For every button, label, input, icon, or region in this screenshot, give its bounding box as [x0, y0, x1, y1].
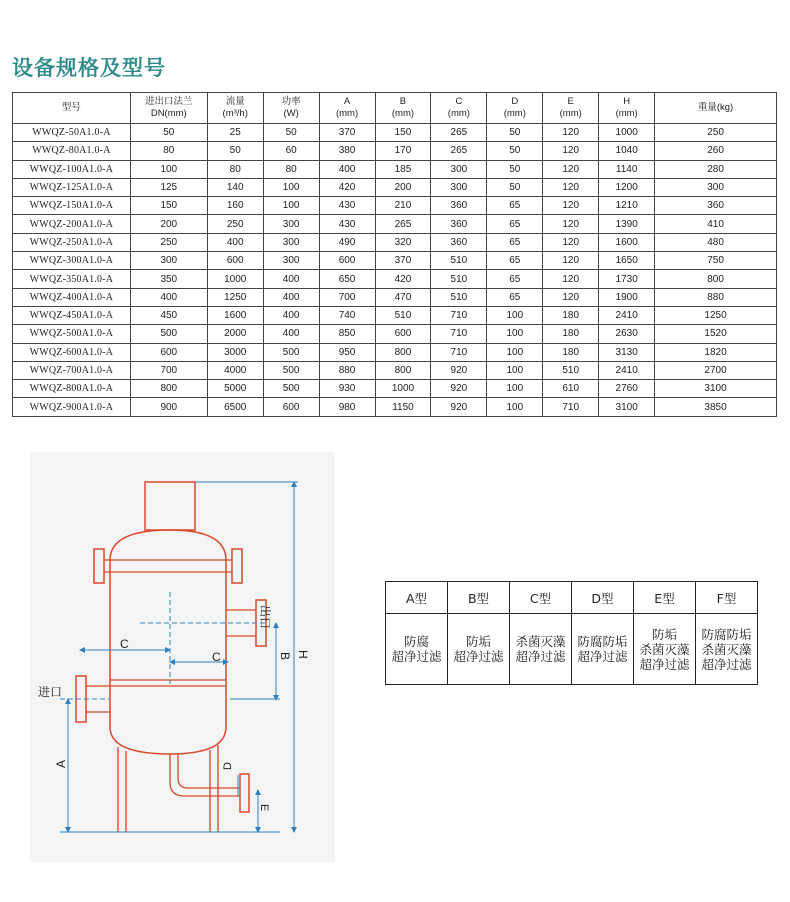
spec-cell: 180: [543, 343, 599, 361]
spec-cell: 920: [431, 380, 487, 398]
type-table: [385, 581, 758, 685]
spec-cell: 1600: [207, 306, 263, 324]
spec-cell: 65: [487, 233, 543, 251]
spec-cell: 2630: [599, 325, 655, 343]
spec-cell: 300: [263, 252, 319, 270]
spec-cell: 500: [263, 361, 319, 379]
spec-cell: 600: [319, 252, 375, 270]
spec-cell: 180: [543, 306, 599, 324]
spec-row: [13, 197, 777, 215]
page-title: 设备规格及型号: [12, 56, 166, 80]
spec-cell: 610: [543, 380, 599, 398]
spec-cell: 510: [431, 270, 487, 288]
spec-cell: 300: [263, 215, 319, 233]
spec-cell: 50: [487, 142, 543, 160]
spec-header-line: 进出口法兰: [145, 96, 193, 107]
spec-cell: 430: [319, 215, 375, 233]
spec-cell: 1040: [599, 142, 655, 160]
spec-header-line: E: [567, 96, 574, 107]
spec-cell: 400: [263, 325, 319, 343]
type-feature-line: 防腐防垢: [701, 626, 752, 642]
spec-cell: 120: [543, 233, 599, 251]
spec-cell: 300: [130, 252, 207, 270]
type-feature-line: 超净过滤: [515, 649, 566, 664]
spec-cell: 125: [130, 178, 207, 196]
spec-cell: 1250: [655, 306, 777, 324]
spec-cell: 1900: [599, 288, 655, 306]
spec-cell: 5000: [207, 380, 263, 398]
model-cell: WWQZ-300A1.0-A: [13, 252, 131, 270]
spec-cell: 800: [375, 343, 431, 361]
spec-cell: 200: [375, 178, 431, 196]
spec-cell: 1650: [599, 252, 655, 270]
spec-cell: 360: [431, 197, 487, 215]
spec-cell: 400: [263, 288, 319, 306]
spec-cell: 300: [655, 178, 777, 196]
spec-header-line: (mm): [335, 108, 359, 119]
spec-cell: 80: [130, 142, 207, 160]
spec-row: [13, 215, 777, 233]
spec-cell: 185: [375, 160, 431, 178]
spec-cell: 65: [487, 197, 543, 215]
type-feature-cell: [386, 614, 448, 685]
spec-row: [13, 325, 777, 343]
spec-header-line: (mm): [615, 108, 638, 119]
spec-cell: 510: [431, 288, 487, 306]
spec-table: [12, 92, 777, 417]
spec-cell: 1820: [655, 343, 777, 361]
spec-cell: 1730: [599, 270, 655, 288]
spec-cell: 120: [543, 160, 599, 178]
spec-cell: 280: [655, 160, 777, 178]
type-feature-line: 防垢: [651, 626, 677, 642]
spec-cell: 320: [375, 233, 431, 251]
spec-cell: 400: [130, 288, 207, 306]
spec-cell: 50: [263, 124, 319, 142]
spec-row: [13, 160, 777, 178]
spec-cell: 65: [487, 270, 543, 288]
spec-cell: 120: [543, 178, 599, 196]
spec-cell: 300: [431, 178, 487, 196]
spec-header-line: (mm): [559, 108, 582, 119]
spec-header-line: 型号: [61, 102, 81, 113]
model-cell: WWQZ-450A1.0-A: [13, 306, 131, 324]
model-cell: WWQZ-125A1.0-A: [13, 178, 131, 196]
spec-cell: 100: [487, 380, 543, 398]
spec-cell: 2410: [599, 306, 655, 324]
spec-cell: 510: [431, 252, 487, 270]
vessel-diagram: [30, 452, 335, 862]
model-cell: WWQZ-400A1.0-A: [13, 288, 131, 306]
type-header-cell: B型: [448, 582, 510, 614]
type-header-cell: E型: [634, 582, 696, 614]
spec-row: [13, 398, 777, 416]
spec-cell: 1210: [599, 197, 655, 215]
spec-cell: 880: [655, 288, 777, 306]
spec-cell: 100: [263, 178, 319, 196]
spec-cell: 300: [431, 160, 487, 178]
spec-cell: 3130: [599, 343, 655, 361]
spec-cell: 800: [130, 380, 207, 398]
spec-header-line: C: [455, 96, 463, 107]
spec-cell: 410: [655, 215, 777, 233]
spec-cell: 700: [130, 361, 207, 379]
spec-cell: 50: [487, 178, 543, 196]
spec-cell: 3850: [655, 398, 777, 416]
type-feature-cell: [448, 614, 510, 685]
spec-cell: 1000: [207, 270, 263, 288]
spec-cell: 420: [319, 178, 375, 196]
spec-cell: 500: [130, 325, 207, 343]
model-cell: WWQZ-800A1.0-A: [13, 380, 131, 398]
spec-cell: 120: [543, 197, 599, 215]
model-cell: WWQZ-80A1.0-A: [13, 142, 131, 160]
model-cell: WWQZ-700A1.0-A: [13, 361, 131, 379]
spec-cell: 710: [431, 325, 487, 343]
spec-cell: 1520: [655, 325, 777, 343]
spec-cell: 1140: [599, 160, 655, 178]
dim-h-label: H: [296, 650, 310, 659]
spec-cell: 650: [319, 270, 375, 288]
spec-header-line: (W): [283, 108, 299, 119]
spec-header-cell: [543, 93, 599, 124]
spec-cell: 265: [375, 215, 431, 233]
spec-header-cell: [13, 93, 131, 124]
spec-cell: 120: [543, 288, 599, 306]
spec-cell: 50: [487, 124, 543, 142]
spec-cell: 1390: [599, 215, 655, 233]
spec-cell: 250: [207, 215, 263, 233]
model-cell: WWQZ-600A1.0-A: [13, 343, 131, 361]
spec-cell: 60: [263, 142, 319, 160]
spec-cell: 1600: [599, 233, 655, 251]
spec-header-row: [13, 93, 777, 124]
spec-header-line: (mm): [391, 108, 415, 119]
spec-header-cell: [599, 93, 655, 124]
type-feature-line: 超净过滤: [453, 649, 504, 664]
spec-cell: 4000: [207, 361, 263, 379]
drain-flange: [240, 774, 249, 812]
spec-cell: 450: [130, 306, 207, 324]
spec-cell: 100: [263, 197, 319, 215]
spec-header-cell: [487, 93, 543, 124]
type-feature-line: 杀菌灭藻: [701, 641, 752, 657]
spec-row: [13, 142, 777, 160]
spec-cell: 180: [543, 325, 599, 343]
type-header-cell: F型: [696, 582, 758, 614]
spec-row: [13, 343, 777, 361]
spec-cell: 50: [207, 142, 263, 160]
spec-cell: 250: [655, 124, 777, 142]
spec-cell: 300: [263, 233, 319, 251]
spec-cell: 100: [487, 325, 543, 343]
model-cell: WWQZ-500A1.0-A: [13, 325, 131, 343]
vessel-drawing: [30, 452, 335, 862]
spec-cell: 260: [655, 142, 777, 160]
spec-cell: 740: [319, 306, 375, 324]
spec-cell: 200: [130, 215, 207, 233]
spec-cell: 120: [543, 142, 599, 160]
spec-cell: 360: [431, 233, 487, 251]
spec-header-line: B: [399, 96, 407, 107]
spec-cell: 700: [319, 288, 375, 306]
spec-cell: 2410: [599, 361, 655, 379]
spec-row: [13, 380, 777, 398]
spec-cell: 65: [487, 288, 543, 306]
spec-cell: 710: [543, 398, 599, 416]
spec-cell: 600: [207, 252, 263, 270]
spec-cell: 100: [487, 306, 543, 324]
spec-cell: 1200: [599, 178, 655, 196]
spec-cell: 360: [655, 197, 777, 215]
spec-header-line: (m³/h): [222, 108, 248, 119]
spec-cell: 265: [431, 142, 487, 160]
spec-cell: 3000: [207, 343, 263, 361]
spec-cell: 370: [375, 252, 431, 270]
spec-cell: 170: [375, 142, 431, 160]
dim-c-left-label: C: [120, 637, 129, 651]
spec-cell: 2000: [207, 325, 263, 343]
model-cell: WWQZ-200A1.0-A: [13, 215, 131, 233]
spec-cell: 350: [130, 270, 207, 288]
spec-cell: 430: [319, 197, 375, 215]
spec-row: [13, 288, 777, 306]
spec-cell: 360: [431, 215, 487, 233]
spec-cell: 710: [431, 343, 487, 361]
spec-cell: 140: [207, 178, 263, 196]
spec-cell: 510: [543, 361, 599, 379]
type-feature-line: 杀菌灭藻: [639, 641, 690, 657]
type-header-cell: D型: [572, 582, 634, 614]
type-feature-line: 超净过滤: [701, 656, 752, 672]
outlet-label: 出口: [258, 605, 272, 630]
model-cell: WWQZ-50A1.0-A: [13, 124, 131, 142]
model-cell: WWQZ-250A1.0-A: [13, 233, 131, 251]
spec-cell: 100: [487, 343, 543, 361]
spec-header-cell: [263, 93, 319, 124]
spec-cell: 800: [655, 270, 777, 288]
spec-cell: 120: [543, 270, 599, 288]
spec-cell: 1000: [375, 380, 431, 398]
dim-d-label: D: [222, 762, 234, 770]
spec-cell: 750: [655, 252, 777, 270]
model-cell: WWQZ-100A1.0-A: [13, 160, 131, 178]
spec-cell: 65: [487, 252, 543, 270]
type-feature-line: 防垢: [465, 634, 491, 649]
spec-cell: 120: [543, 215, 599, 233]
spec-cell: 120: [543, 252, 599, 270]
spec-header-line: (mm): [503, 108, 526, 119]
spec-cell: 50: [130, 124, 207, 142]
spec-header-line: 重量(kg): [697, 102, 734, 113]
spec-cell: 420: [375, 270, 431, 288]
spec-cell: 400: [263, 306, 319, 324]
spec-cell: 380: [319, 142, 375, 160]
spec-cell: 600: [263, 398, 319, 416]
spec-header-line: 功率: [281, 96, 301, 107]
spec-header-line: A: [343, 96, 351, 107]
spec-cell: 80: [263, 160, 319, 178]
spec-cell: 100: [487, 361, 543, 379]
spec-cell: 2700: [655, 361, 777, 379]
spec-cell: 920: [431, 361, 487, 379]
inlet-label: 进口: [38, 685, 63, 699]
type-feature-line: 超净过滤: [391, 649, 442, 664]
spec-cell: 480: [655, 233, 777, 251]
dim-c-right-label: C: [212, 650, 221, 664]
spec-row: [13, 306, 777, 324]
right-flange: [232, 549, 242, 583]
spec-cell: 500: [263, 380, 319, 398]
spec-header-cell: [431, 93, 487, 124]
dim-b-label: B: [278, 652, 292, 661]
model-cell: WWQZ-350A1.0-A: [13, 270, 131, 288]
type-feature-line: 超净过滤: [639, 656, 690, 672]
type-feature-line: 防腐防垢: [577, 634, 628, 649]
spec-cell: 600: [130, 343, 207, 361]
model-cell: WWQZ-150A1.0-A: [13, 197, 131, 215]
spec-row: [13, 270, 777, 288]
type-feature-line: 防腐: [403, 634, 429, 649]
spec-cell: 500: [263, 343, 319, 361]
spec-header-cell: [319, 93, 375, 124]
type-header-row: [386, 582, 758, 614]
spec-cell: 150: [375, 124, 431, 142]
spec-header-line: D: [511, 96, 519, 107]
spec-header-line: H: [623, 96, 631, 107]
type-header-cell: C型: [510, 582, 572, 614]
spec-cell: 400: [207, 233, 263, 251]
spec-cell: 370: [319, 124, 375, 142]
spec-cell: 3100: [599, 398, 655, 416]
type-feature-cell: [634, 614, 696, 685]
spec-header-line: 流量: [225, 96, 245, 107]
left-flange: [94, 549, 104, 583]
dim-e-label: E: [258, 804, 270, 812]
spec-cell: 160: [207, 197, 263, 215]
spec-cell: 120: [543, 124, 599, 142]
spec-cell: 800: [375, 361, 431, 379]
spec-cell: 490: [319, 233, 375, 251]
top-pipe: [145, 482, 195, 530]
spec-row: [13, 252, 777, 270]
type-header-cell: A型: [386, 582, 448, 614]
spec-cell: 850: [319, 325, 375, 343]
spec-cell: 1000: [599, 124, 655, 142]
spec-cell: 400: [263, 270, 319, 288]
dim-a-label: A: [54, 759, 68, 768]
type-feature-cell: [510, 614, 572, 685]
spec-cell: 250: [130, 233, 207, 251]
spec-header-cell: [655, 93, 777, 124]
spec-header-cell: [207, 93, 263, 124]
spec-cell: 400: [319, 160, 375, 178]
spec-cell: 950: [319, 343, 375, 361]
spec-cell: 150: [130, 197, 207, 215]
spec-cell: 3100: [655, 380, 777, 398]
spec-cell: 265: [431, 124, 487, 142]
spec-cell: 100: [487, 398, 543, 416]
spec-row: [13, 361, 777, 379]
spec-cell: 710: [431, 306, 487, 324]
spec-cell: 880: [319, 361, 375, 379]
type-feature-cell: [572, 614, 634, 685]
type-body-row: [386, 614, 758, 685]
spec-cell: 900: [130, 398, 207, 416]
spec-cell: 65: [487, 215, 543, 233]
spec-cell: 510: [375, 306, 431, 324]
spec-cell: 1150: [375, 398, 431, 416]
spec-header-line: DN(mm): [150, 108, 187, 119]
spec-cell: 920: [431, 398, 487, 416]
spec-cell: 80: [207, 160, 263, 178]
type-feature-line: 杀菌灭藻: [515, 634, 566, 649]
spec-cell: 210: [375, 197, 431, 215]
spec-cell: 6500: [207, 398, 263, 416]
spec-cell: 2760: [599, 380, 655, 398]
spec-row: [13, 178, 777, 196]
spec-cell: 470: [375, 288, 431, 306]
spec-cell: 600: [375, 325, 431, 343]
spec-header-cell: [130, 93, 207, 124]
spec-row: [13, 124, 777, 142]
type-feature-line: 超净过滤: [577, 649, 628, 664]
spec-cell: 100: [130, 160, 207, 178]
spec-cell: 930: [319, 380, 375, 398]
spec-row: [13, 233, 777, 251]
type-feature-cell: [696, 614, 758, 685]
spec-cell: 1250: [207, 288, 263, 306]
spec-cell: 980: [319, 398, 375, 416]
model-cell: WWQZ-900A1.0-A: [13, 398, 131, 416]
spec-cell: 50: [487, 160, 543, 178]
spec-header-line: (mm): [447, 108, 470, 119]
spec-header-cell: [375, 93, 431, 124]
spec-cell: 25: [207, 124, 263, 142]
